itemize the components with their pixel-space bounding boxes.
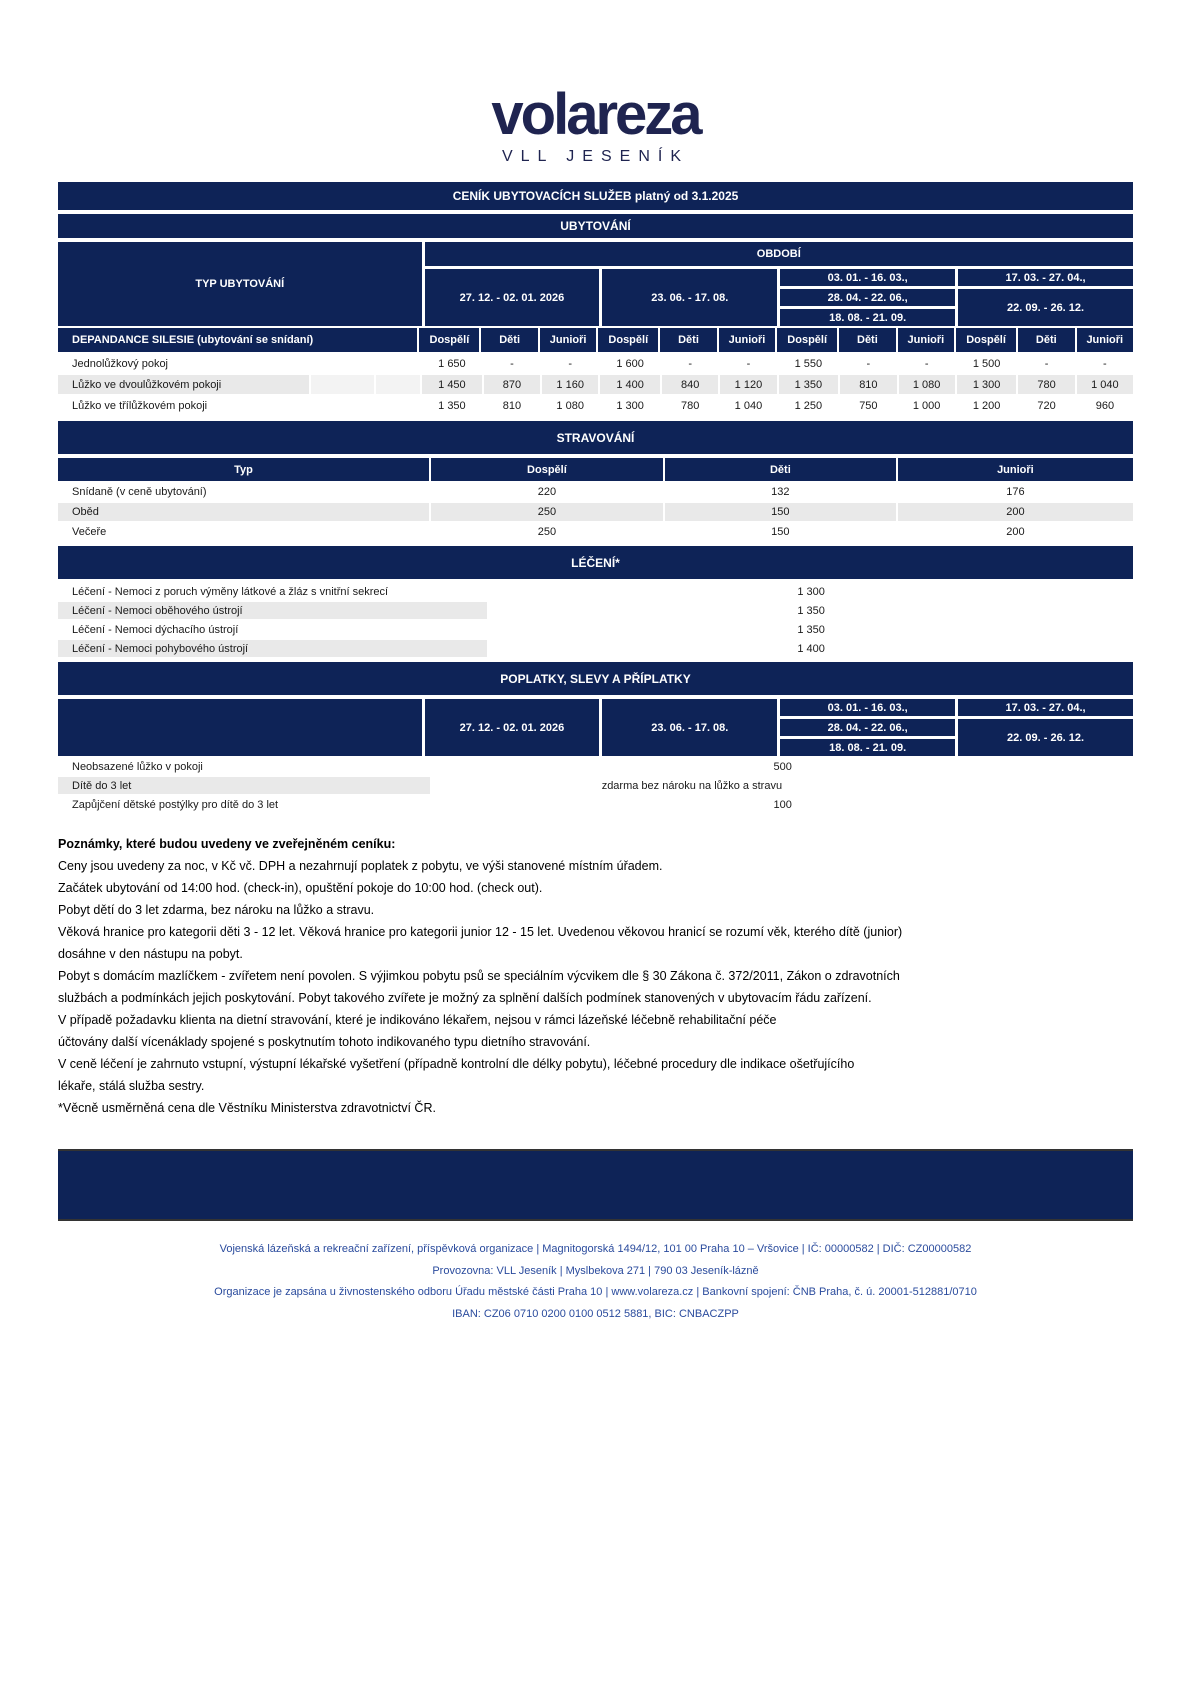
price-cell: 1 350 <box>438 399 466 412</box>
note-line: V případě požadavku klienta na dietní stravování, které je indikováno lékařem, nejsou v rámci lázeňské léčebně rehabilitační péče <box>58 1013 777 1027</box>
page-title: CENÍK UBYTOVACÍCH SLUŽEB platný od 3.1.2025 <box>58 182 1133 210</box>
note-line: *Věcně usměrněná cena dle Věstníku Ministerstva zdravotnictví ČR. <box>58 1101 436 1115</box>
meals-table <box>58 483 1133 541</box>
price-cell: 1 400 <box>600 375 660 394</box>
note-line: službách a podmínkách jejich poskytování. Pobyt takového zvířete je možný za splnění dalších podmínek stanovených v ubytovacím řádu zařízení. <box>58 991 872 1005</box>
age-header-cell: Děti <box>660 328 717 352</box>
section-header-ubytovani: UBYTOVÁNÍ <box>58 214 1133 238</box>
price-cell: 750 <box>859 399 878 412</box>
fee-value-cell: 500 <box>773 760 792 773</box>
fee-label: Zapůjčení dětské postýlky pro dítě do 3 let <box>72 798 279 811</box>
table-row <box>58 396 1133 415</box>
spacer-cell <box>311 396 374 415</box>
fee-value-cell: 100 <box>773 798 792 811</box>
price-cell: - <box>924 357 929 370</box>
type-header-cell: TYP UBYTOVÁNÍ <box>58 242 422 326</box>
period-4b-cell: 22. 09. - 26. 12. <box>958 719 1133 756</box>
price-cell: 1 160 <box>542 375 598 394</box>
price-cell: 150 <box>771 526 790 538</box>
price-cell: 1 000 <box>912 399 941 412</box>
price-cell: 220 <box>537 486 557 498</box>
age-header-cell: Junioři <box>719 328 775 352</box>
treatment-label: Léčení - Nemoci oběhového ústrojí <box>58 602 487 619</box>
period-header-cell: OBDOBÍ <box>425 242 1133 266</box>
price-cell: 810 <box>840 375 896 394</box>
room-type-label: Jednolůžkový pokoj <box>72 357 169 370</box>
treatment-label: Léčení - Nemoci pohybového ústrojí <box>58 640 487 657</box>
period-1-cell: 27. 12. - 02. 01. 2026 <box>425 269 600 326</box>
period-1-cell: 27. 12. - 02. 01. 2026 <box>425 699 600 756</box>
footer-line: IBAN: CZ06 0710 0200 0100 0512 5881, BIC: CNBACZPP <box>452 1307 739 1320</box>
notes-block <box>58 833 1143 1119</box>
note-line: Věková hranice pro kategorii děti 3 - 12 let. Věková hranice pro kategorii junior 12 - 15 let. Uvedenou věkovou hranicí se rozumí věk, kterého dítě (junior) <box>58 925 903 939</box>
price-list-document <box>58 182 1133 813</box>
age-header-cell: Dospělí <box>598 328 658 352</box>
period-3a-cell: 03. 01. - 16. 03., <box>780 269 955 286</box>
price-cell: 810 <box>502 399 522 412</box>
period-3c-cell: 18. 08. - 21. 09. <box>780 739 955 756</box>
accommodation-table <box>58 354 1133 415</box>
price-cell: 132 <box>771 486 790 498</box>
price-cell: 1 300 <box>616 399 644 412</box>
price-cell: 1 080 <box>899 375 955 394</box>
spacer-cell <box>376 396 420 415</box>
note-line: Ceny jsou uvedeny za noc, v Kč vč. DPH a nezahrnují poplatek z pobytu, ve výši stanovené místním úřadem. <box>58 859 663 873</box>
note-line: Pobyt s domácím mazlíčkem - zvířetem není povolen. S výjimkou pobytu psů se speciálním výcvikem dle § 30 Zákona č. 372/2011, Zákon o zdravotních <box>58 969 900 983</box>
age-header-cell: Junioři <box>898 328 954 352</box>
meals-header-cell: Junioři <box>898 458 1133 481</box>
price-cell: 150 <box>665 503 896 521</box>
price-cell: 1 450 <box>422 375 482 394</box>
price-cell: 1 350 <box>797 623 825 636</box>
price-cell: 200 <box>898 503 1133 521</box>
age-header-cell: Děti <box>1018 328 1075 352</box>
spacer-cell <box>311 375 374 394</box>
price-cell: 840 <box>662 375 718 394</box>
table-row <box>58 621 1133 638</box>
fee-label: Neobsazené lůžko v pokoji <box>72 760 203 773</box>
price-cell: 1 300 <box>957 375 1017 394</box>
spacer-cell <box>376 354 420 373</box>
table-row <box>58 375 1133 394</box>
price-cell: 1 350 <box>779 375 839 394</box>
price-cell: - <box>746 357 751 370</box>
age-header-cell: Dospělí <box>777 328 837 352</box>
footer-line: Vojenská lázeňská a rekreační zařízení, příspěvková organizace | Magnitogorská 1494/12, 101 00 Praha 10 – Vršovice | IČ: 00000582 | DIČ: CZ00000582 <box>219 1243 972 1255</box>
price-cell: 1 650 <box>438 357 466 370</box>
price-cell: 870 <box>484 375 540 394</box>
footer-band <box>58 1149 1133 1221</box>
note-line: Pobyt dětí do 3 let zdarma, bez nároku na lůžko a stravu. <box>58 903 375 917</box>
spacer-cell <box>311 354 374 373</box>
price-cell: - <box>1103 357 1107 370</box>
price-cell: 780 <box>1018 375 1074 394</box>
price-cell: 1 300 <box>797 585 825 598</box>
price-cell: - <box>866 357 871 370</box>
price-cell: 1 080 <box>556 399 584 412</box>
section-header-leceni: LÉČENÍ* <box>58 546 1133 579</box>
table-row <box>58 503 1133 521</box>
accommodation-period-header <box>58 242 1133 326</box>
age-header-cell: Děti <box>839 328 896 352</box>
treatment-label: Léčení - Nemoci z poruch výměny látkové a žláz s vnitřní sekrecí <box>72 585 389 598</box>
age-header-cell: Dospělí <box>956 328 1016 352</box>
meal-label: Snídaně (v ceně ubytování) <box>72 486 207 498</box>
table-row <box>58 483 1133 501</box>
period-4a-cell: 17. 03. - 27. 04., <box>958 269 1133 286</box>
price-cell: - <box>688 357 692 370</box>
table-row <box>58 523 1133 541</box>
price-cell: 1 600 <box>616 357 644 370</box>
period-2-cell: 23. 06. - 17. 08. <box>602 699 777 756</box>
age-header-cell: Dospělí <box>419 328 479 352</box>
accommodation-column-header <box>58 328 1133 352</box>
period-3b-cell: 28. 04. - 22. 06., <box>780 719 955 736</box>
table-row <box>58 758 1133 775</box>
price-cell: 1 200 <box>972 399 1001 412</box>
price-cell: 720 <box>1037 399 1056 412</box>
fees-period-header <box>58 699 1133 756</box>
table-row <box>58 777 1133 794</box>
spacer-cell <box>376 375 420 394</box>
footer-line: Organizace je zapsána u živnostenského odboru Úřadu městské části Praha 10 | www.volareza.cz | Bankovní spojení: ČNB Praha, č. ú. 20001-512881/0710 <box>214 1286 977 1298</box>
period-4b-cell: 22. 09. - 26. 12. <box>958 289 1133 326</box>
treatment-label: Léčení - Nemoci dýchacího ústrojí <box>72 623 239 636</box>
footer-block <box>0 1239 1191 1325</box>
table-row <box>58 602 1133 619</box>
price-cell: 176 <box>1006 486 1025 498</box>
fees-table <box>58 758 1133 813</box>
meals-header-cell: Děti <box>665 458 896 481</box>
brand-location-label: VLL JESENÍK <box>501 148 689 165</box>
section-header-stravovani: STRAVOVÁNÍ <box>58 421 1133 454</box>
note-line: lékaře, stálá služba sestry. <box>58 1079 205 1093</box>
room-type-label: Lůžko ve třílůžkovém pokoji <box>72 399 208 412</box>
note-line: účtovány další vícenáklady spojené s poskytnutím tohoto indikovaného typu dietního stravování. <box>58 1035 591 1049</box>
notes-heading: Poznámky, které budou uvedeny ve zveřejněném ceníku: <box>58 837 396 851</box>
note-line: Začátek ubytování od 14:00 hod. (check-in), opuštění pokoje do 10:00 hod. (check out). <box>58 881 543 895</box>
treatment-table <box>58 583 1133 657</box>
price-cell: 1 500 <box>972 357 1001 370</box>
meals-header-cell: Dospělí <box>431 458 663 481</box>
period-3a-cell: 03. 01. - 16. 03., <box>780 699 955 716</box>
period-3c-cell: 18. 08. - 21. 09. <box>780 309 955 326</box>
age-header-cell: Děti <box>481 328 538 352</box>
price-cell: 1 350 <box>489 602 1133 619</box>
price-cell: 250 <box>431 503 663 521</box>
brand-logo: volareza <box>491 82 700 147</box>
note-line: V ceně léčení je zahrnuto vstupní, výstupní lékařské vyšetření (případně kontrolní dle délky pobytu), léčebné procedury dle indikace ošetřujícího <box>58 1057 855 1071</box>
table-row <box>58 583 1133 600</box>
price-cell: 960 <box>1095 399 1115 412</box>
age-header-cell: Junioři <box>1077 328 1133 352</box>
table-row <box>58 796 1133 813</box>
price-cell: - <box>1044 357 1049 370</box>
meals-header-cell: Typ <box>58 458 429 481</box>
table-row <box>58 640 1133 657</box>
table-row <box>58 354 1133 373</box>
period-4a-cell: 17. 03. - 27. 04., <box>958 699 1133 716</box>
price-cell: 1 400 <box>489 640 1133 657</box>
price-cell: 200 <box>1006 526 1025 538</box>
price-cell: 1 550 <box>794 357 823 370</box>
spacer-cell <box>954 777 1133 794</box>
meal-label: Večeře <box>72 526 107 538</box>
period-2-cell: 23. 06. - 17. 08. <box>602 269 777 326</box>
group-header-cell: DEPANDANCE SILESIE (ubytování se snídaní) <box>58 328 417 352</box>
price-cell: - <box>568 357 573 370</box>
period-3b-cell: 28. 04. - 22. 06., <box>780 289 955 306</box>
price-cell: 780 <box>680 399 700 412</box>
price-cell: 1 040 <box>1077 375 1133 394</box>
fee-value-cell: zdarma bez nároku na lůžko a stravu <box>432 777 953 794</box>
logo-block <box>0 0 1191 166</box>
fee-label: Dítě do 3 let <box>58 777 430 794</box>
note-line: dosáhne v den nástupu na pobyt. <box>58 947 243 961</box>
age-header-cell: Junioři <box>540 328 596 352</box>
blank-header-cell <box>58 699 422 756</box>
footer-line: Provozovna: VLL Jeseník | Myslbekova 271 | 790 03 Jeseník-lázně <box>432 1264 759 1277</box>
price-cell: 250 <box>537 526 557 538</box>
meals-column-header <box>58 458 1133 481</box>
price-cell: 1 250 <box>794 399 823 412</box>
price-cell: - <box>510 357 514 370</box>
price-cell: 1 120 <box>720 375 776 394</box>
section-header-poplatky: POPLATKY, SLEVY A PŘÍPLATKY <box>58 662 1133 695</box>
meal-label: Oběd <box>58 503 429 521</box>
price-cell: 1 040 <box>734 399 763 412</box>
room-type-label: Lůžko ve dvoulůžkovém pokoji <box>58 375 309 394</box>
